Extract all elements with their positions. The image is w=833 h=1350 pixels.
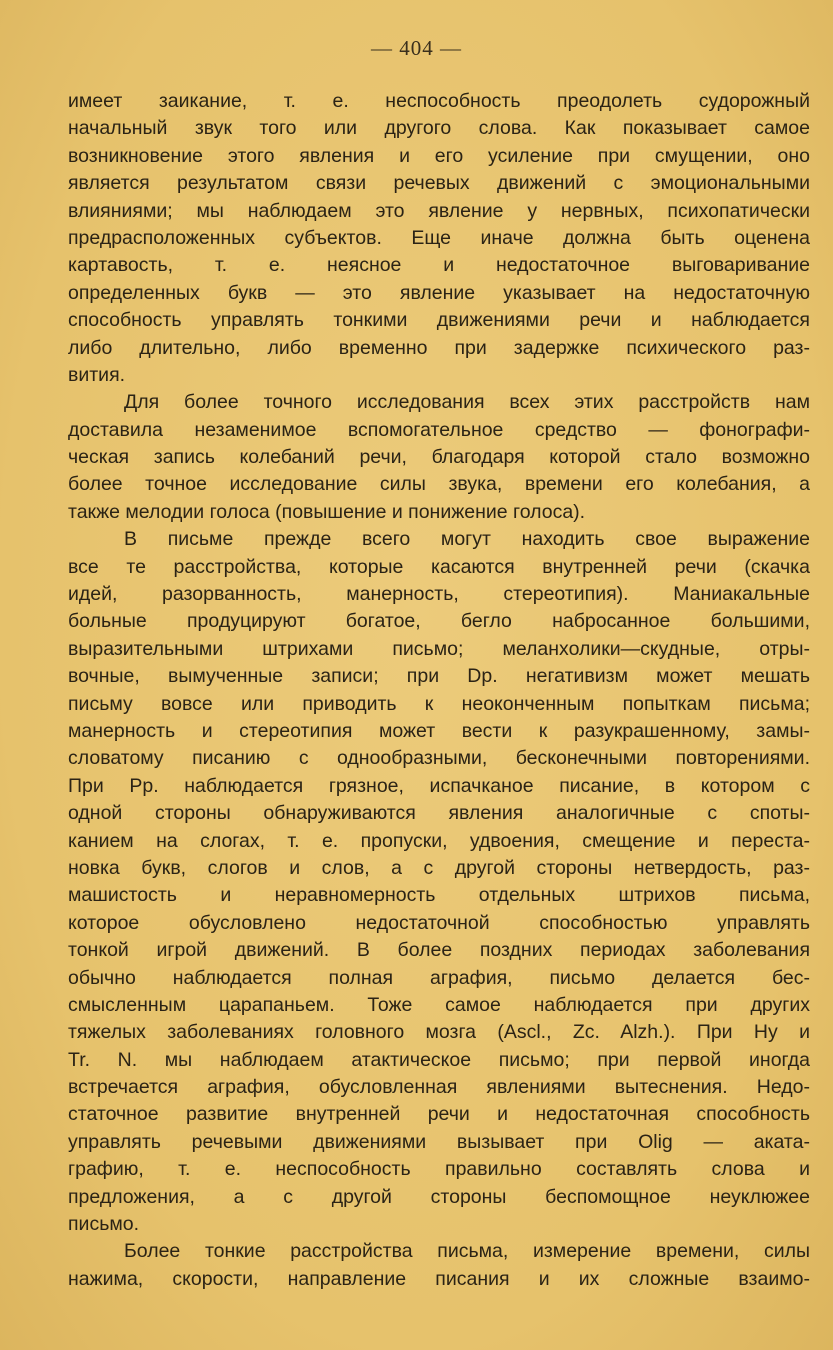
text-line: Tr. N. мы наблюдаем атактическое письмо; при первой иногда (68, 1048, 810, 1071)
paragraph-1 (68, 88, 810, 389)
text-line: является результатом связи речевых движений с эмоциональными (68, 172, 810, 195)
text-line: Для более точного исследования всех этих расстройств нам (124, 391, 810, 414)
text-line: письму вовсе или приводить к неоконченным попыткам письма; (68, 692, 810, 715)
text-line: встречается аграфия, обусловленная явлениями вытеснения. Недо- (68, 1076, 810, 1099)
text-line: более точное исследование силы звука, времени его колебания, а (68, 473, 810, 496)
text-line: одной стороны обнаруживаются явления аналогичные с споты- (68, 802, 810, 825)
text-line: нажима, скорости, направление писания и их сложные взаимо- (68, 1267, 810, 1290)
text-line: определенных букв — это явление указывает на недостаточную (68, 281, 810, 304)
text-line: Более тонкие расстройства письма, измерение времени, силы (124, 1240, 810, 1263)
text-line: смысленным царапаньем. Тоже самое наблюдается при других (68, 993, 810, 1016)
text-line: все те расстройства, которые касаются внутренней речи (скачка (68, 555, 810, 578)
text-line: В письме прежде всего могут находить свое выражение (124, 528, 810, 551)
paragraph-2 (68, 389, 810, 526)
text-line: доставила незаменимое вспомогательное средство — фонографи- (68, 418, 810, 441)
text-line: новка букв, слогов и слов, а с другой стороны нетвердость, раз- (68, 856, 810, 879)
text-line: манерность и стереотипия может вести к разукрашенному, замы- (68, 719, 810, 742)
text-line: способность управлять тонкими движениями речи и наблюдается (68, 309, 810, 332)
text-line: начальный звук того или другого слова. Как показывает самое (68, 117, 810, 140)
text-line: тонкой игрой движений. В более поздних периодах заболевания (68, 939, 810, 962)
text-line: письмо. (68, 1213, 140, 1236)
text-line: тяжелых заболеваниях головного мозга (Ascl., Zc. Alzh.). При Hy и (68, 1021, 810, 1044)
text-line: которое обусловлено недостаточной способностью управлять (68, 911, 810, 934)
page-number: — 404 — (371, 36, 462, 60)
text-line: больные продуцируют богатое, бегло набросанное большими, (68, 610, 810, 633)
text-line: управлять речевыми движениями вызывает при Olig — аката- (68, 1130, 810, 1153)
text-line: вочные, вымученные записи; при Dp. негативизм может мешать (68, 665, 810, 688)
text-line: графию, т. е. неспособность правильно составлять слова и (68, 1158, 810, 1181)
text-line: При Pp. наблюдается грязное, испачканое писание, в котором с (68, 774, 810, 797)
text-line: влияниями; мы наблюдаем это явление у нервных, психопатически (68, 199, 810, 222)
text-line: выразительными штрихами письмо; меланхолики—скудные, отры- (68, 637, 810, 660)
text-line: вития. (68, 363, 126, 386)
text-line: статочное развитие внутренней речи и недостаточная способность (68, 1103, 810, 1126)
text-line: словатому писанию с однообразными, бесконечными повторениями. (68, 747, 810, 770)
text-line: возникновение этого явления и его усиление при смущении, оно (68, 144, 810, 167)
text-line: канием на слогах, т. е. пропуски, удвоения, смещение и переста- (68, 829, 810, 852)
text-line: машистость и неравномерность отдельных штрихов письма, (68, 884, 810, 907)
body-text (68, 88, 810, 1293)
text-line: предложения, а с другой стороны беспомощное неуклюжее (68, 1185, 810, 1208)
text-line: идей, разорванность, манерность, стереотипия). Маниакальные (68, 583, 810, 606)
text-line: либо длительно, либо временно при задержке психического раз- (68, 336, 810, 359)
paragraph-4 (68, 1238, 810, 1293)
text-line: также мелодии голоса (повышение и понижение голоса). (68, 500, 586, 523)
paragraph-3 (68, 526, 810, 1238)
text-line: имеет заикание, т. е. неспособность преодолеть судорожный (68, 90, 810, 112)
text-line: картавость, т. е. неясное и недостаточное выговаривание (68, 254, 810, 277)
text-line: обычно наблюдается полная аграфия, письмо делается бес- (68, 966, 810, 989)
text-line: предрасположенных субъектов. Еще иначе должна быть оценена (68, 226, 810, 249)
text-line: ческая запись колебаний речи, благодаря которой стало возможно (68, 446, 810, 469)
